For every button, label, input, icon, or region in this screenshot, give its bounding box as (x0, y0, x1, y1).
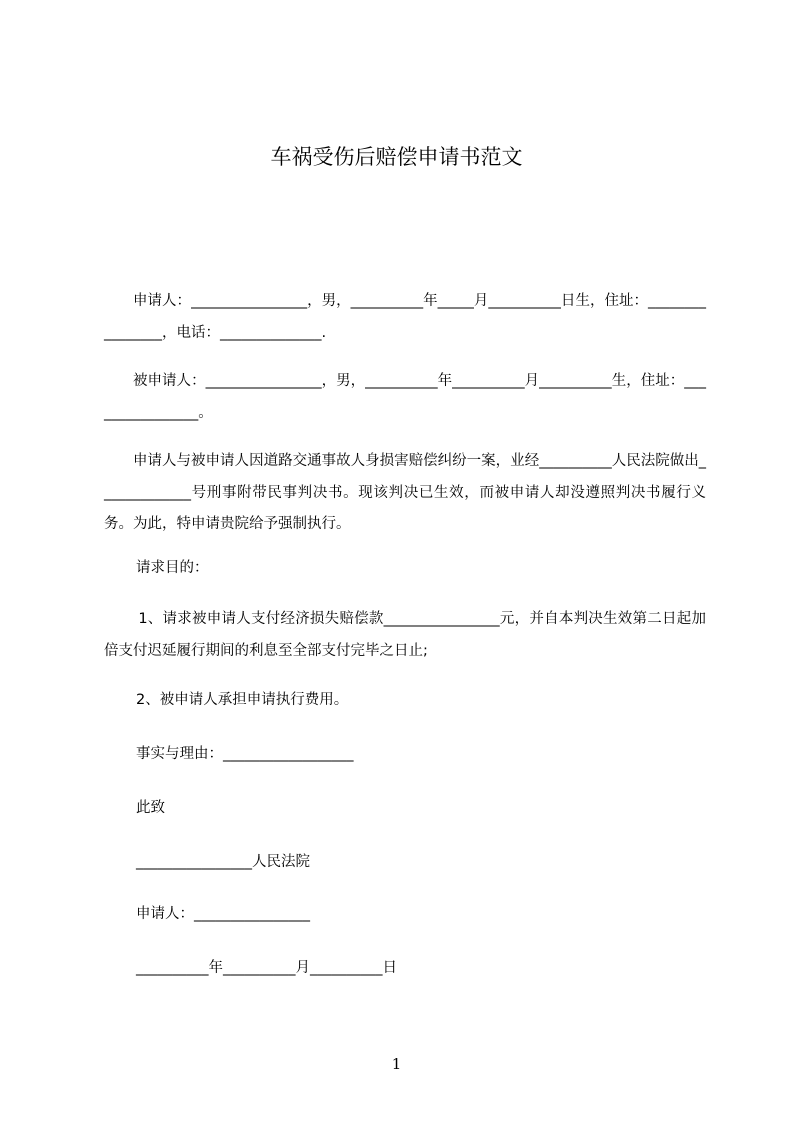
applicant-info-paragraph: 申请人：________________，男，__________年_____月__________日生，住址：________________，电话：______________. (104, 293, 706, 341)
facts-and-reasons-line: 事实与理由：__________________ (136, 746, 354, 762)
court-addressee-line: ________________人民法院 (136, 854, 310, 870)
respondent-info-paragraph: 被申请人：________________，男，__________年__________月__________生，住址：________________。 (104, 373, 706, 421)
signature-date-line: __________年__________月__________日 (136, 960, 397, 976)
claim-2-line: 2、被申请人承担申请执行费用。 (136, 692, 349, 708)
signature-applicant-line: 申请人：________________ (136, 906, 310, 922)
document-title: 车祸受伤后赔偿申请书范文 (270, 145, 523, 169)
page-number: 1 (391, 1055, 402, 1073)
claims-heading: 请求目的： (136, 560, 209, 576)
salutation-line: 此致 (136, 800, 165, 816)
case-description-paragraph: 申请人与被申请人因道路交通事故人身损害赔偿纠纷一案，业经__________人民法院做出_____________号刑事附带民事判决书。现该判决已生效，而被申请人却没遵照判决书履行义务。为此，特申请贵院给予强制执行。 (104, 453, 706, 532)
claim-1-paragraph: 1、请求被申请人支付经济损失赔偿款________________元，并自本判决生效第二日起加倍支付迟延履行期间的利息至全部支付完毕之日止; (104, 611, 706, 659)
